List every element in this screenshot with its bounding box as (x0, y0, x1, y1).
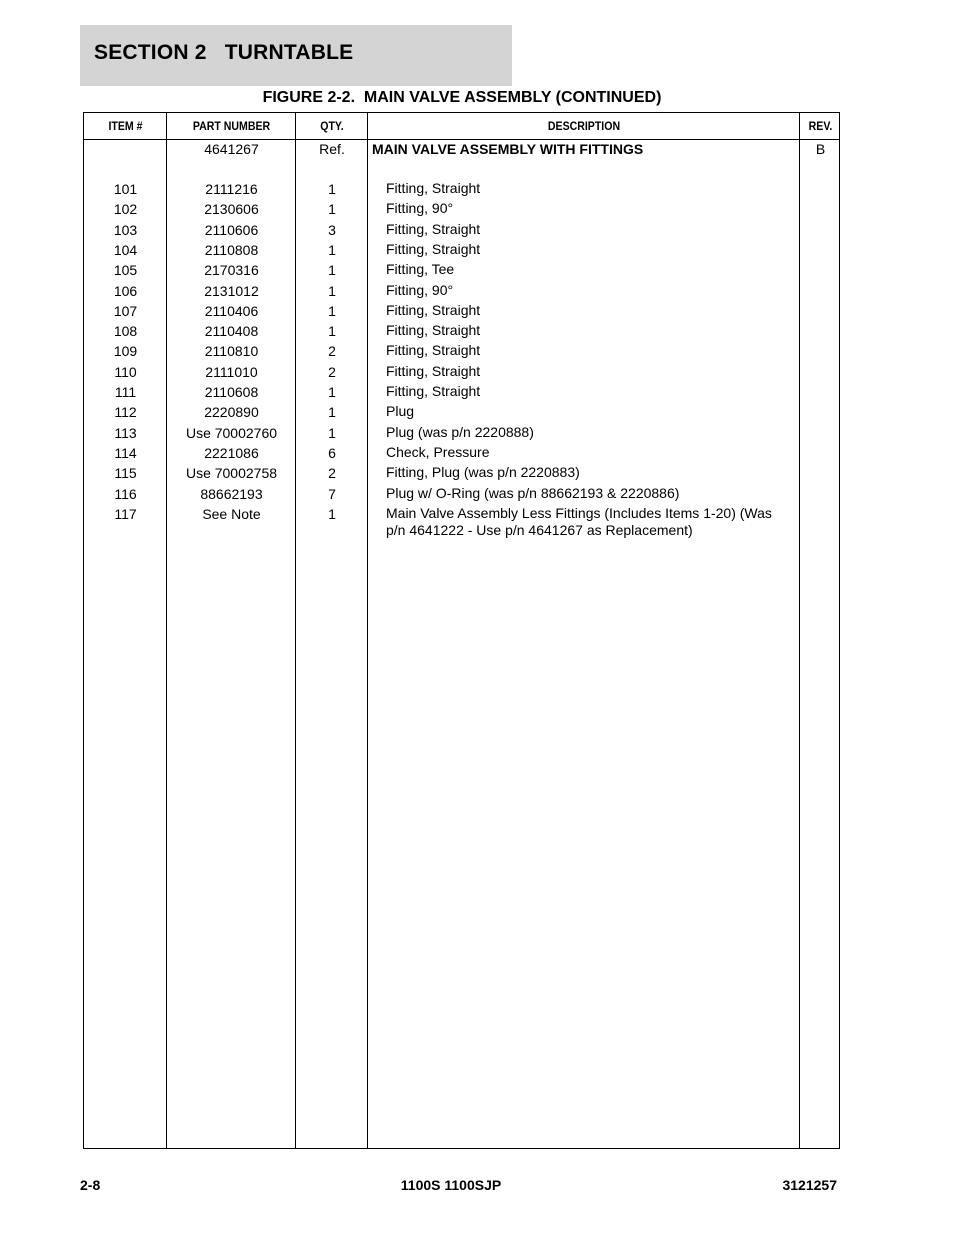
part-number-cell: 2110808 (204, 241, 259, 258)
table-row (84, 240, 839, 260)
description-cell: Fitting, Straight (386, 220, 481, 237)
description-cell: MAIN VALVE ASSEMBLY WITH FITTINGS (372, 141, 644, 157)
qty-cell: 1 (328, 262, 336, 279)
description-cell: Main Valve Assembly Less Fittings (Includes Items 1-20) (Was p/n 4641222 - Use p/n 4641267 as Replacement) (386, 504, 772, 538)
item-cell: 117 (114, 505, 137, 522)
part-number-cell: 2221086 (204, 444, 259, 461)
item-cell: 106 (113, 282, 138, 299)
item-cell: 115 (114, 465, 137, 482)
qty-cell: 1 (328, 424, 336, 441)
part-number-cell: 2110810 (204, 343, 259, 360)
table-row (84, 423, 839, 443)
part-number-cell: 2131012 (204, 282, 259, 299)
footer-model: 1100S 1100SJP (400, 1177, 502, 1193)
header-part-number: PART NUMBER (192, 119, 271, 133)
parts-table (83, 112, 840, 1149)
footer-page-number: 2-8 (80, 1177, 101, 1193)
item-cell: 116 (114, 485, 137, 502)
section-banner (80, 25, 512, 86)
table-row (84, 402, 839, 422)
item-cell: 103 (113, 221, 138, 238)
table-row (84, 199, 839, 219)
header-item: ITEM # (108, 119, 143, 133)
part-number-cell: 2110408 (204, 323, 259, 340)
description-cell: Fitting, Straight (386, 322, 481, 339)
qty-cell: 3 (328, 221, 336, 238)
table-row (84, 484, 839, 504)
table-row (84, 362, 839, 382)
description-cell: Plug (386, 403, 415, 420)
part-number-cell: 4641267 (204, 141, 259, 157)
qty-cell: 2 (328, 465, 336, 482)
qty-cell: 2 (328, 363, 336, 380)
qty-cell: 2 (328, 343, 336, 360)
description-cell: Fitting, Straight (386, 240, 481, 257)
description-cell: Fitting, 90° (386, 281, 454, 298)
qty-cell: 1 (328, 241, 336, 258)
item-cell: 101 (113, 181, 138, 197)
description-cell: Fitting, Straight (386, 342, 481, 359)
section-title: SECTION 2 TURNTABLE (94, 41, 354, 64)
table-row (84, 301, 839, 321)
part-number-cell: 2110406 (204, 302, 259, 319)
header-rev: REV. (808, 119, 833, 133)
qty-cell: 1 (328, 505, 336, 522)
qty-cell: 1 (328, 404, 336, 421)
table-row (84, 179, 839, 199)
header-qty: QTY. (320, 119, 344, 133)
part-number-cell: 2111216 (205, 181, 258, 197)
item-cell: 114 (114, 444, 137, 461)
table-row (84, 220, 839, 240)
qty-cell: 1 (328, 302, 336, 319)
table-row (84, 341, 839, 361)
description-cell: Fitting, Straight (386, 301, 481, 318)
qty-cell: 1 (328, 201, 336, 218)
description-cell: Plug w/ O-Ring (was p/n 88662193 & 2220886) (386, 484, 680, 501)
description-cell: Fitting, Plug (was p/n 2220883) (386, 464, 580, 481)
table-row-main-assembly (84, 139, 839, 159)
qty-cell: Ref. (319, 141, 345, 157)
item-cell: 104 (113, 241, 138, 258)
qty-cell: 7 (328, 485, 336, 502)
figure-title: FIGURE 2-2. MAIN VALVE ASSEMBLY (CONTINUED) (262, 89, 662, 106)
part-number-cell: 2170316 (204, 262, 259, 279)
item-cell: 102 (113, 201, 138, 218)
part-number-cell: 2130606 (204, 201, 259, 218)
item-cell: 112 (114, 404, 137, 421)
description-cell: Plug (was p/n 2220888) (386, 423, 534, 440)
header-description: DESCRIPTION (547, 119, 621, 133)
qty-cell: 1 (328, 181, 336, 197)
description-cell: Fitting, Straight (386, 383, 481, 399)
part-number-cell: 2111010 (205, 363, 258, 380)
qty-cell: 1 (328, 282, 336, 299)
description-cell: Check, Pressure (386, 443, 490, 460)
table-row (84, 382, 839, 402)
item-cell: 108 (113, 323, 138, 340)
table-row (84, 443, 839, 463)
qty-cell: 1 (328, 323, 336, 340)
item-cell: 107 (113, 302, 138, 319)
description-cell: Fitting, Tee (386, 261, 455, 278)
table-row (84, 281, 839, 301)
footer-doc-number: 3121257 (782, 1177, 837, 1193)
part-number-cell: 2110608 (204, 384, 259, 400)
rev-cell: B (815, 141, 826, 157)
part-number-cell: See Note (202, 505, 261, 522)
table-row (84, 504, 839, 538)
description-cell: Fitting, Straight (386, 180, 481, 196)
part-number-cell: 88662193 (200, 485, 263, 502)
item-cell: 111 (114, 384, 137, 400)
item-cell: 110 (114, 363, 137, 380)
description-cell: Fitting, Straight (386, 362, 481, 379)
part-number-cell: Use 70002758 (185, 465, 278, 482)
item-cell: 109 (113, 343, 138, 360)
part-number-cell: 2110606 (204, 221, 259, 238)
qty-cell: 6 (328, 444, 336, 461)
item-cell: 113 (114, 424, 137, 441)
table-row (84, 321, 839, 341)
part-number-cell: Use 70002760 (185, 424, 278, 441)
table-row (84, 463, 839, 483)
item-cell: 105 (113, 262, 138, 279)
part-number-cell: 2220890 (204, 404, 259, 421)
description-cell: Fitting, 90° (386, 200, 454, 217)
qty-cell: 1 (328, 384, 336, 400)
table-row (84, 260, 839, 280)
